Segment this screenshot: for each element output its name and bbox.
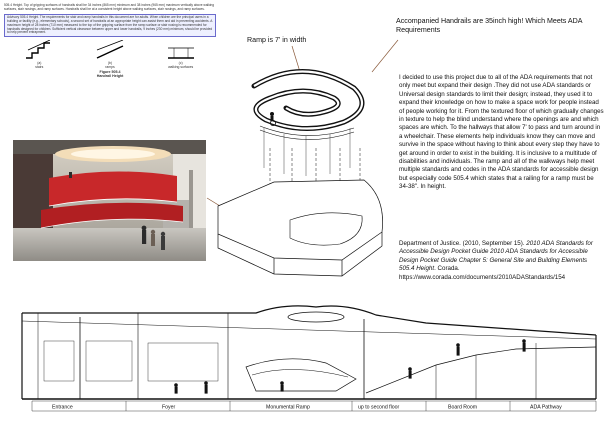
figure-a-letter: (a) (37, 61, 42, 66)
section-label-entrance: Entrance (52, 404, 73, 411)
figure-caption-subtitle: Handrail Height (96, 73, 124, 78)
project-description: I decided to use this project due to all of the ADA requirements that not only meet but expand their design .They did not use ADA standards or Universal design standards to limit their design; instead, they used it to expand their knowledge on how to make a space work for people instead of people working for it. From the textured floor of which gradually changes in texture to help the blind understand where the openings are and which spaces are which. To the hallways that allow 7' to pass and turn around in a wheelchair. These elements help individuals know they can move and survive in the space without having to think about every step they have to get around in order to exist in the building. It is inclusive to a multitude of disabilities and individuals. The ramp and all of the walkways help meet multiple standards and codes in the ADA standards for accessible design but especially code 505.4 which states that a railing for a ramp must be 34-38". In height. (399, 74, 604, 191)
citation-tail: . Corada. https://www.corada.com/documents/2010ADAStandards/154 (399, 265, 566, 281)
figure-a-label: stairs (35, 65, 44, 70)
section-label-board-room: Board Room (448, 404, 478, 411)
building-section-drawing (16, 283, 601, 418)
ada-advisory-text: Advisory 505.4 Height. The requirements for stair and ramp handrails in this document are for adults. When children are the principal users in a building or facility (e.g., elementary schools), a second set of handrails at an appropriate height can assist them and aid in preventing accidents. A maximum height of 28 inches (710 mm) measured to the top of the gripping surface from the ramp surface or stair nosing is recommended for handrails designed for children. Sufficient vertical clearance between upper and lower handrails, 9 inches (230 mm) minimum, should be provided to help prevent entrapment. (7, 14, 213, 35)
section-people-icons (174, 339, 526, 393)
section-label-ada-pathway: ADA Pathway (530, 404, 562, 411)
figure-c-label: walking surfaces (168, 65, 194, 70)
ada-intro-text: 505.4 Height. Top of gripping surfaces of handrails shall be 34 inches (865 mm) minimum and 38 inches (965 mm) maximum vertically above walking surfaces, stair nosings, and ramp surfaces. Handrails shall be at a consistent height above walking surfaces, stair nosings, and ramp surfaces. (4, 3, 215, 11)
figure-b-label: ramps (105, 65, 115, 70)
section-label-monumental-ramp: Monumental Ramp (266, 404, 310, 411)
citation-title: 2010 ADA Standards for Accessible Design Pocket Guide 2010 ADA Standards for Accessible Design Pocket Guide Chapter 5: General Site and Building Elements 505.4 Height (399, 240, 593, 273)
section-label-second-floor: up to second floor (358, 404, 400, 411)
handrail-note: Accompanied Handrails are 35inch high! Which Meets ADA Requirements (396, 17, 583, 34)
figure-caption-title: Figure 505.4 (99, 70, 121, 75)
section-label-foyer: Foyer (162, 404, 176, 411)
figure-b-letter: (b) (107, 61, 113, 66)
citation (399, 240, 604, 282)
axonometric-ramp-drawing (214, 48, 394, 283)
figure-c-letter: (c) (178, 61, 183, 66)
citation-lead: Department of Justice. (2010, September 15). (399, 240, 527, 247)
ramp-width-note: Ramp is 7' in width (247, 36, 307, 44)
